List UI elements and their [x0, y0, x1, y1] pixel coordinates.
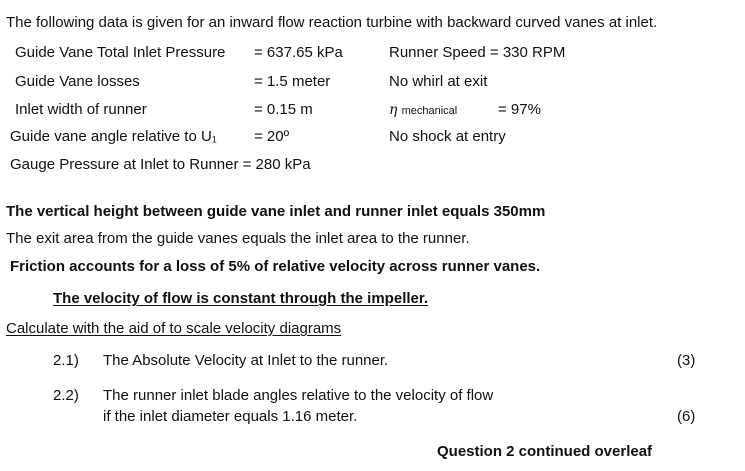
question-2-2-text-line2: if the inlet diameter equals 1.16 meter.: [103, 408, 358, 425]
question-2-1-number: 2.1): [53, 352, 79, 369]
guide-vane-pressure-value: = 637.65 kPa: [254, 44, 343, 61]
mechanical-efficiency-value: = 97%: [498, 101, 541, 118]
eta-symbol: η: [389, 102, 398, 118]
gauge-pressure-line: Gauge Pressure at Inlet to Runner = 280 kPa: [10, 156, 311, 173]
friction-note: Friction accounts for a loss of 5% of relative velocity across runner vanes.: [10, 258, 541, 275]
guide-vane-angle-value: = 20º: [254, 128, 290, 145]
guide-vane-losses-label: Guide Vane losses: [15, 73, 140, 90]
mechanical-efficiency: [389, 101, 457, 120]
exit-area-note: The exit area from the guide vanes equals the inlet area to the runner.: [6, 230, 470, 247]
eta-subscript-label: mechanical: [401, 105, 458, 117]
question-2-1-marks: (3): [677, 352, 696, 369]
no-shock-at-entry: No shock at entry: [389, 128, 506, 145]
guide-vane-angle-label: Guide vane angle relative to U₁: [10, 128, 217, 145]
calculate-instruction: Calculate with the aid of to scale velocity diagrams: [6, 320, 342, 337]
continued-overleaf-footer: Question 2 continued overleaf: [437, 443, 653, 460]
question-2-1-text: The Absolute Velocity at Inlet to the runner.: [103, 352, 389, 369]
question-2-2-text-line1: The runner inlet blade angles relative to the velocity of flow: [103, 387, 494, 404]
intro-text: The following data is given for an inward flow reaction turbine with backward curved vanes at inlet.: [6, 14, 658, 31]
question-2-2-marks: (6): [677, 408, 696, 425]
guide-vane-pressure-label: Guide Vane Total Inlet Pressure: [15, 44, 226, 61]
runner-speed: Runner Speed = 330 RPM: [389, 44, 566, 61]
velocity-flow-note: The velocity of flow is constant through the impeller.: [53, 290, 429, 307]
inlet-width-value: = 0.15 m: [254, 101, 313, 118]
question-2-2-number: 2.2): [53, 387, 79, 404]
guide-vane-losses-value: = 1.5 meter: [254, 73, 331, 90]
no-whirl-at-exit: No whirl at exit: [389, 73, 488, 90]
vertical-height-note: The vertical height between guide vane inlet and runner inlet equals 350mm: [6, 203, 546, 220]
inlet-width-label: Inlet width of runner: [15, 101, 147, 118]
